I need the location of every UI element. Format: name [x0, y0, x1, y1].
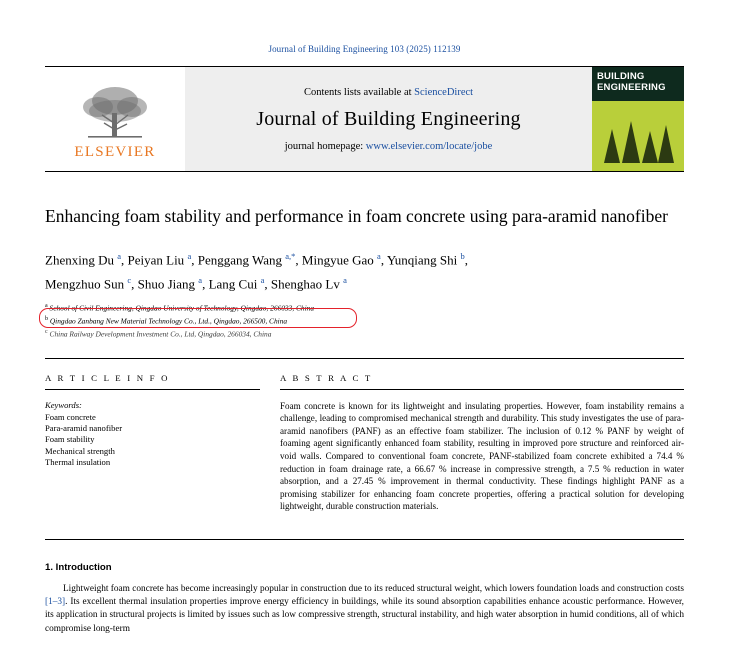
article-info-heading: A R T I C L E I N F O	[45, 372, 170, 383]
journal-title: Journal of Building Engineering	[256, 107, 521, 130]
intro-text-pre: Lightweight foam concrete has become increasingly popular in construction due to its reduced structural weight, which lowers foundation loads and construction costs	[63, 583, 684, 594]
keyword-item: Foam concrete	[45, 411, 96, 422]
sciencedirect-link[interactable]: ScienceDirect	[414, 86, 474, 98]
journal-homepage-link[interactable]: www.elsevier.com/locate/jobe	[365, 140, 493, 152]
affiliations	[45, 301, 684, 340]
article-info-column	[45, 373, 280, 513]
article-header	[45, 204, 684, 513]
author-line-2: Mengzhuo Sun $^c$, Shuo Jiang $^a$, Lang Cui $^a$, Shenghao Lv $^a$	[45, 275, 347, 292]
body-divider	[45, 539, 684, 540]
running-head: Journal of Building Engineering 103 (2025) 112139	[268, 44, 461, 54]
page-title: Enhancing foam stability and performance in foam concrete using para-aramid nanofiber	[45, 206, 668, 226]
abstract-heading: A B S T R A C T	[280, 372, 373, 383]
body-content	[45, 562, 684, 636]
elsevier-tree-icon	[72, 81, 158, 143]
affiliation-c: $^c$ China Railway Development Investment Co., Ltd, Qingdao, 266034, China	[45, 328, 272, 339]
keyword-item: Para-aramid nanofiber	[45, 422, 123, 433]
journal-masthead	[45, 66, 684, 172]
contents-prefix: Contents lists available at	[303, 86, 415, 98]
homepage-prefix: journal homepage:	[284, 140, 366, 152]
homepage-line	[285, 141, 493, 152]
cover-trees-icon	[592, 101, 684, 171]
journal-cover-image	[592, 67, 684, 171]
elsevier-wordmark: ELSEVIER	[74, 144, 156, 160]
abstract-column	[280, 373, 684, 513]
affiliation-a: $^a$ School of Civil Engineering, Qingdao University of Technology, Qingdao, 266033, China	[45, 302, 315, 313]
citation-link[interactable]: [1–3]	[45, 597, 66, 608]
abstract-text: Foam concrete is known for its lightweight and insulating properties. However, foam instability remains a challenge, leading to compromised mechanical strength and durability. This study investigates the use of para-aramid nanofibers (PANF) as an effective foam stabilizer. The inclusion of 0.12 % PANF by weight of foaming agent significantly enhanced foam stability, resulting in improved pore structure and reinforced air-void walls. Compared to conventional foam concrete, PANF-stabilized foam concrete exhibited a 74.4 % reduction in foam drainage rate, a 66.67 % increase in compressive strength, a 7.5 % reduction in water absorption, and a 27.45 % improvement in thermal conductivity. These findings highlight PANF as a promising stabilizer for enhancing foam concrete properties, offering a practical solution for developing lightweight, durable construction materials.	[280, 400, 684, 512]
section-heading-introduction: 1. Introduction	[45, 561, 112, 573]
cover-title-line1: BUILDING	[597, 71, 645, 82]
affiliation-b: $^b$ Qingdao Zanbang New Material Technology Co., Ltd., Qingdao, 266500, China	[45, 315, 288, 326]
cover-title	[597, 71, 680, 93]
keywords-label: Keywords:	[45, 399, 82, 410]
contents-line	[304, 87, 473, 98]
info-divider-top	[45, 358, 684, 359]
publisher-logo	[45, 67, 185, 171]
keyword-item: Foam stability	[45, 434, 95, 445]
masthead-center	[185, 67, 592, 171]
keyword-item: Mechanical strength	[45, 445, 115, 456]
author-list	[45, 246, 684, 295]
cover-title-line2: ENGINEERING	[597, 82, 666, 93]
abstract-rule	[280, 389, 684, 390]
keyword-item: Thermal insulation	[45, 457, 111, 468]
intro-text-post: . Its excellent thermal insulation properties improve energy efficiency in buildings, while its sound absorption capabilities enhance acoustic performance. However, its application in structural projects is limited by issues such as low compressive strength, structural instability, and high water absorption in humid conditions, all of which compromise long-term	[45, 597, 684, 634]
cover-artwork	[592, 101, 684, 171]
intro-paragraph	[45, 583, 684, 636]
author-line-1: Zhenxing Du $^a$, Peiyan Liu $^a$, Penggang Wang $^{a,*}$, Mingyue Gao $^a$, Yunqiang Shi $^b$,	[45, 251, 469, 268]
article-info-rule	[45, 389, 260, 390]
info-abstract-section	[45, 373, 684, 513]
